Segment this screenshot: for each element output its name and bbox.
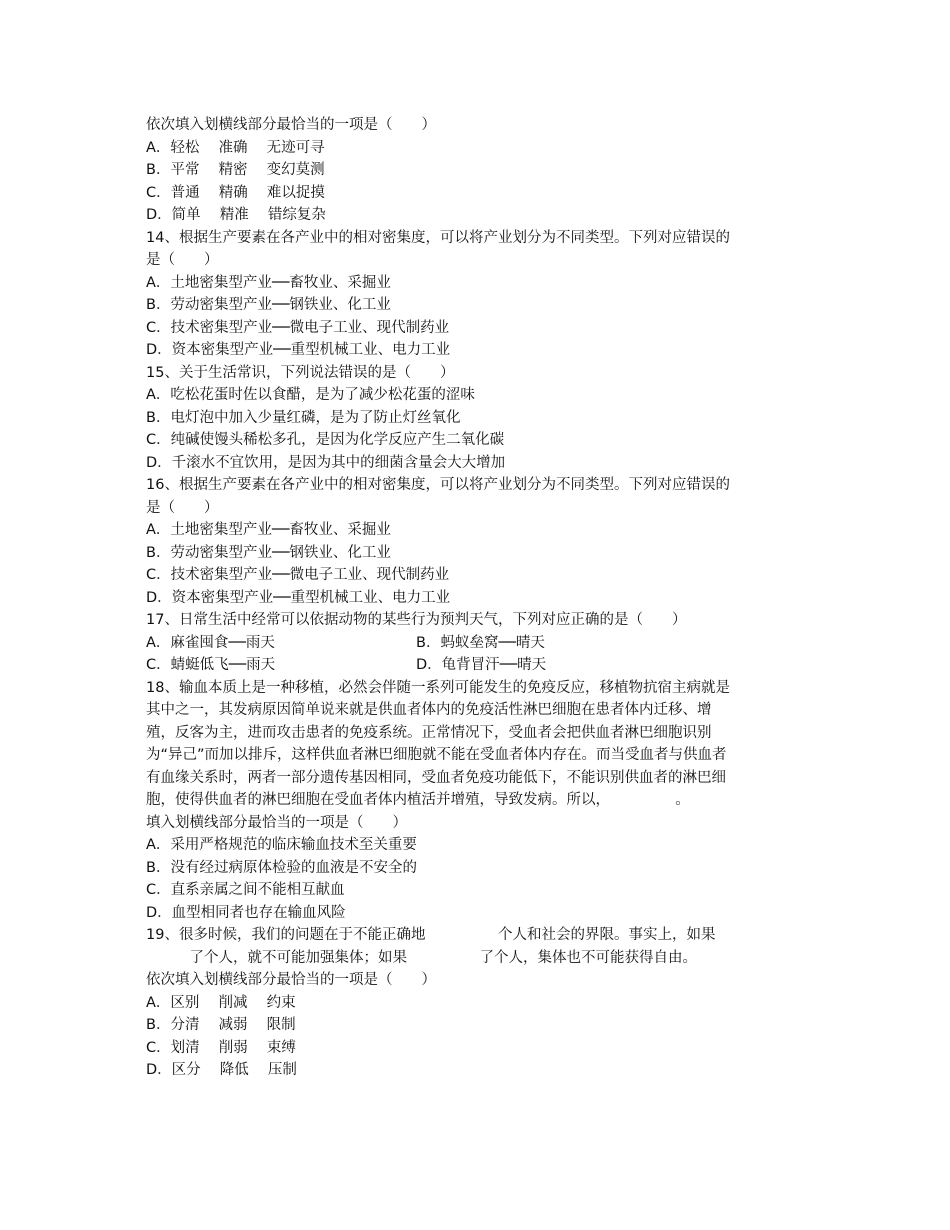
q18-option-a: A．采用严格规范的临床输血技术至关重要 — [146, 837, 417, 853]
q16-option-c: C．技术密集型产业──微电子工业、现代制药业 — [146, 567, 450, 583]
q13-prompt: 依次填入划横线部分最恰当的一项是（ ） — [146, 117, 436, 133]
q18-passage-line2: 其中之一，其发病原因简单说来就是供血者体内的免疫活性淋巴细胞在患者体内迁移、增 — [146, 702, 712, 718]
q17-option-d: D．龟背冒汗──晴天 — [416, 657, 547, 673]
q19-option-a: A．区别 削减 约束 — [146, 994, 296, 1011]
q16-option-a: A．土地密集型产业──畜牧业、采掘业 — [146, 522, 391, 538]
q18-passage-line6: 胞，使得供血者的淋巴细胞在受血者体内植活并增殖，导致发病。所以， 。 — [146, 792, 690, 808]
q13-option-a: A．轻松 准确 无迹可寻 — [146, 139, 325, 156]
q14-stem-line2: 是（ ） — [146, 252, 219, 268]
q19-option-d: D．区分 降低 压制 — [146, 1062, 297, 1078]
q13-option-c: C．普通 精确 难以捉摸 — [146, 184, 325, 201]
exam-page — [146, 114, 816, 1082]
q16-option-b: B．劳动密集型产业──钢铁业、化工业 — [146, 544, 391, 561]
q17-options-row-2 — [146, 654, 816, 677]
q17-stem: 17、日常生活中经常可以依据动物的某些行为预判天气，下列对应正确的是（ ） — [146, 612, 687, 628]
q17-options-row-1 — [146, 632, 816, 655]
q16-stem-line1: 16、根据生产要素在各产业中的相对密集度，可以将产业划分为不同类型。下列对应错误的 — [146, 477, 730, 493]
q18-passage-line4: 为“异己”而加以排斥，这样供血者淋巴细胞就不能在受血者体内存在。而当受血者与供血者 — [146, 747, 727, 763]
q17-option-a: A．麻雀囤食──雨天 — [146, 634, 275, 651]
q15-option-b: B．电灯泡中加入少量红磷，是为了防止灯丝氧化 — [146, 409, 461, 426]
q18-passage-line3: 殖，反客为主，进而攻击患者的免疫系统。正常情况下，受血者会把供血者淋巴细胞识别 — [146, 724, 712, 741]
q14-stem-line1: 14、根据生产要素在各产业中的相对密集度，可以将产业划分为不同类型。下列对应错误的 — [146, 229, 730, 246]
q18-passage-line5: 有血缘关系时，两者一部分遗传基因相同，受血者免疫功能低下，不能识别供血者的淋巴细 — [146, 769, 726, 786]
q15-option-c: C．纯碱使馒头稀松多孔，是因为化学反应产生二氧化碳 — [146, 432, 505, 448]
q18-option-d: D．血型相同者也存在输血风险 — [146, 904, 346, 921]
q19-stem-line1: 19、很多时候，我们的问题在于不能正确地 个人和社会的界限。事实上，如果 — [146, 927, 716, 943]
q18-passage-line1: 18、输血本质上是一种移植，必然会伴随一系列可能发生的免疫反应，移植物抗宿主病就是 — [146, 679, 730, 696]
q14-option-a: A．土地密集型产业──畜牧业、采掘业 — [146, 274, 391, 291]
q13-option-d: D．简单 精准 错综复杂 — [146, 207, 326, 223]
q14-option-b: B．劳动密集型产业──钢铁业、化工业 — [146, 297, 391, 313]
q15-option-a: A．吃松花蛋时佐以食醋，是为了减少松花蛋的涩味 — [146, 387, 475, 403]
q19-option-c: C．划清 削弱 束缚 — [146, 1039, 296, 1056]
q14-option-c: C．技术密集型产业──微电子工业、现代制药业 — [146, 319, 450, 336]
q18-option-c: C．直系亲属之间不能相互献血 — [146, 882, 345, 898]
q16-stem-line2: 是（ ） — [146, 499, 219, 516]
q15-option-d: D．千滚水不宜饮用，是因为其中的细菌含量会大大增加 — [146, 454, 506, 471]
q18-prompt: 填入划横线部分最恰当的一项是（ ） — [146, 814, 407, 831]
q19-option-b: B．分清 减弱 限制 — [146, 1017, 296, 1033]
q15-stem: 15、关于生活常识，下列说法错误的是（ ） — [146, 364, 455, 381]
q13-option-b: B．平常 精密 变幻莫测 — [146, 162, 325, 178]
q19-prompt: 依次填入划横线部分最恰当的一项是（ ） — [146, 972, 436, 988]
q14-option-d: D．资本密集型产业──重型机械工业、电力工业 — [146, 342, 451, 358]
q16-option-d: D．资本密集型产业──重型机械工业、电力工业 — [146, 589, 451, 606]
q17-option-c: C．蜻蜓低飞──雨天 — [146, 657, 276, 673]
q19-stem-line2: 了个人，就不可能加强集体；如果 了个人，集体也不可能获得自由。 — [146, 949, 697, 966]
q18-option-b: B．没有经过病原体检验的血液是不安全的 — [146, 859, 417, 876]
q17-option-b: B．蚂蚁垒窝──晴天 — [416, 634, 545, 651]
